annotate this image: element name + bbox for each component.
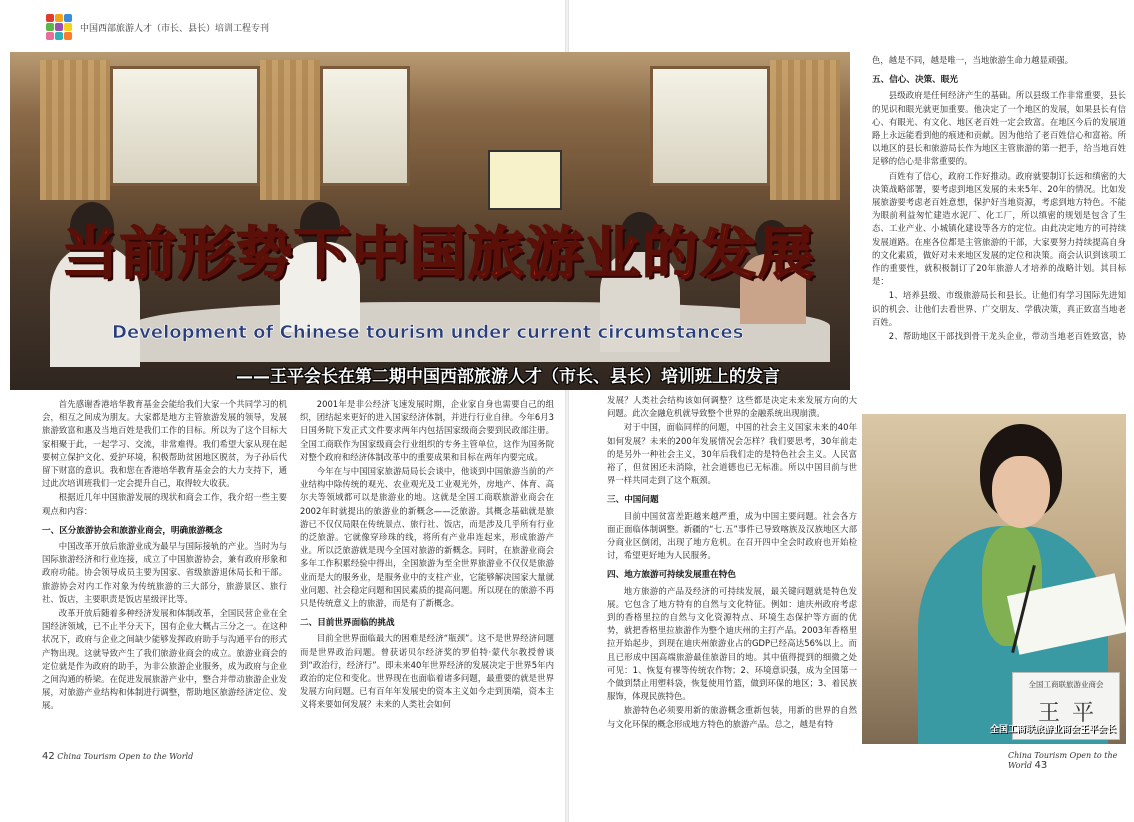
paragraph: 2、帮助地区干部找到骨干龙头企业，带动当地老百姓致富，协 (888, 331, 1126, 342)
article-subtitle: ——王平会长在第二期中国西部旅游人才（市长、县长）培训班上的发言 (236, 367, 780, 387)
logo-square (55, 23, 63, 31)
paragraph: 今年在与中国国家旅游局局长会谈中，他谈到中国旅游当前的产业结构中除传统的观光、农业观光及工业观光外，房地产、体育、高尔夫等领域都可以是旅游业的地。这就是全国工商联旅游业商会在2002年时就提出的旅游业的新概念——泛旅游。其概念基础就是旅游已不仅仅局限在传统景点、旅行社、饭店，而是涉及几乎所有行业的泛旅游。它就像穿珍珠的线，将所有产业串连起来，形成旅游产业。所以泛旅游就是现今全国对旅游的新概念。同时，在旅游业商会多年工作积累经验中得出，全国旅游为至全世界旅游业不仅仅是旅游业而是大的服务业，是服务业中的支柱产业，它能够解决国家大量就业问题、社会稳定问题和国民素质的提高问题。所以现在的旅游不再只是传统意义上的旅游，而是有了新概念。 (300, 466, 554, 609)
paragraph: 中国改革开放后旅游业成为最早与国际接轨的产业。当时为与国际旅游经济和行业连接，成立了中国旅游协会，兼有政府形象和政府功能。协会领导成员主要为国家、省级旅游退休局长和干部。旅游协会对内工作对象为传统旅游的三大部分，旅游景区、旅行社、饭店，主要职责是饭店星级评比等。 (42, 541, 287, 604)
logo-square (46, 14, 54, 22)
curtain (770, 60, 840, 200)
projection-screen (488, 150, 562, 210)
logo-square (55, 14, 63, 22)
paragraph: 旅游特色必须要用新的旅游概念重新包装，用新的世界的自然与文化环保的概念形成地方特色的旅游产品。总之，越是有特 (607, 705, 857, 729)
paragraph: 色，越是不同，越是唯一，当地旅游生命力越显顽强。 (872, 55, 1073, 65)
paragraph: 目前全世界面临最大的困难是经济“瓶颈”。这不是世界经济问题而是世界政治问题。曾获诺贝尔经济奖的罗伯特·蒙代尔教授曾谈到“政治行，经济行”。即未来40年世界经济的发展决定于世界5年内政治的定位和变化。世界现在也面临着诸多问题，最重要的就是世界发展方向问题。已有百年年发展史的资本主义如今走到顶端，资本主义将来要如何发展？未来的人类社会如何 (300, 633, 554, 710)
text-column-1 (42, 398, 287, 744)
paragraph: 目前中国贫富差距越来越严重，成为中国主要问题。社会各方面正面临体制调整。新疆的“七.五”事件已导致喀族及汉族地区大部分商业区倒闭，出现了地方危机。在召开四中全会时政府也开始检讨，希望更好地为人民服务。 (607, 510, 857, 561)
page-number-left: 42 (42, 751, 55, 762)
paragraph: 县级政府是任何经济产生的基础。所以县级工作非常重要，县长的见识和眼光就更加重要。他决定了一个地区的发展，如果县长有信心、有眼光、有文化、地区老百姓一定会致富。在地区今后的发展道路上永远能看到他的痕迹和贡献。因为他给了老百姓信心和富裕。所以地区的县长和旅游局长作为地区主管旅游的第一把手，给当地百姓足够的信心是非常重要的。 (872, 90, 1126, 167)
paragraph: 对于中国，面临同样的问题，中国的社会主义国家未来的40年如何发展？未来的200年发展情况会怎样？我们要思考，30年前走的是另外一种社会主义，30年后我们走的是特色社会主义。人民富裕了，但贫困还未消除，社会道德也已无标准。所以中国目前与世界一样共同走到了这个瓶颈。 (607, 422, 857, 486)
section-heading: 一、区分旅游协会和旅游业商会，明确旅游概念 (42, 525, 223, 536)
speaker-face (992, 456, 1050, 528)
section-heading: 三、中国问题 (607, 495, 659, 506)
article-title: 当前形势下中国旅游业的发展 (62, 222, 816, 287)
curtain (260, 60, 320, 200)
paragraph: 改革开放后随着多种经济发展和体制改革，全国民营企业在全国经济领域，已不止半分天下，国有企业大概占三分之一。在这种状况下，政府与企业之间缺少能够发挥政府助手与沟通平台的形式产物出现。这就导致产生了我们旅游业商会的成立。旅游业商会的定位就是作为政府的助手，为非公旅游企业服务，成为政府与企业之间沟通的桥梁。在促进发展旅游产业中，整合并带动旅游企业发展，对旅游产业结构和体制进行调整，帮助地区旅游经济定位、发展。 (42, 608, 287, 711)
section-heading: 四、地方旅游可持续发展重在特色 (607, 570, 736, 581)
paragraph: 首先感谢香港培华教育基金会能给我们大家一个共同学习的机会，相互之间成为朋友。大家都是地方主管旅游发展的领导，发展旅游致富和惠及当地百姓是我们工作的目标。所以为了这个目标大家相聚于此，一起学习、交流，非常难得。我们希望大家从现在起要树立保护文化、爱护环境，积极帮助贫困地区脱贫，为子孙后代留下财富的意识。我和您在香港培华教育基金会的大力支持下，通过此次培训班我们一定会提升自己，取得较大收获。 (42, 399, 287, 489)
logo-square (64, 32, 72, 40)
article-title-english: Development of Chinese tourism under current circumstances (112, 322, 744, 343)
logo-square (46, 23, 54, 31)
paragraph: 1、培养县级、市级旅游局长和县长。让他们有学习国际先进知识的机会、让他们去看世界、广交朋友、学俄决策，真正致富当地老百姓。 (872, 290, 1126, 327)
nameplate-name: 王平 (1037, 701, 1106, 726)
paragraph: 地方旅游的产品及经济的可持续发展，最关键问题就是特色发展。它包含了地方特有的自然与文化特征。例如：迪庆州政府考虑到的香格里拉的自然与文化资源特点、环境生态保护等方面的优势，就把香格里拉旅游作为整个迪庆州的主打产品。2003年香格里拉开始起步，到现在迪庆州旅游业占的GDP已经高达56%以上。而且已形成中国高端旅游最佳旅游目的地。其中值得提到的细微之处可见：1、恢复有裸等传统农作物；2、环境意识强，成为全国第一个做到禁止用塑料袋，恢复使用竹篮，做到环保的地区；3、着民族服饰，体现民族特色。 (607, 585, 857, 702)
folio-left-text: China Tourism Open to the World (57, 752, 194, 761)
section-heading: 二、目前世界面临的挑战 (300, 618, 395, 629)
logo-square (46, 32, 54, 40)
page-number-right: 43 (1034, 760, 1048, 771)
folio-left (42, 751, 193, 762)
running-head-text: 中国西部旅游人才（市长、县长）培训工程专刊 (80, 23, 270, 34)
portrait-caption: 全国工商联旅游业商会王平会长 (989, 725, 1116, 735)
logo-square (64, 23, 72, 31)
folio-right (1008, 751, 1134, 771)
folio-right-text: China Tourism Open to the World (1008, 751, 1118, 770)
section-heading: 五、信心、决策、眼光 (872, 75, 958, 86)
speaker-portrait-photo (862, 414, 1126, 744)
window (320, 66, 410, 186)
magazine-logo-icon (46, 14, 72, 40)
running-head (46, 14, 269, 40)
window (110, 66, 260, 186)
logo-square (55, 32, 63, 40)
logo-square (64, 14, 72, 22)
paragraph: 根据近几年中国旅游发展的现状和商会工作，我介绍一些主要观点和内容： (42, 492, 287, 516)
paragraph: 发展？人类社会结构该如何调整？这些都是决定未来发展方向的大问题。此次金融危机就导致整个世界的金融系统出现崩溃。 (607, 395, 857, 419)
nameplate-org: 全国工商联旅游业商会 (1028, 680, 1104, 689)
text-column-2 (300, 398, 554, 744)
text-column-4 (872, 54, 1126, 344)
window (650, 66, 770, 186)
paragraph: 2001年是非公经济飞速发展时期，企业家自身也需要自己的组织，团结起来更好的进入国家经济体制，并进行行业自律。今年6月3日国务院下发正式文件要求两年内包括国家级商会要到民政部注册。全国工商联作为国家级商会行业组织的专务主管单位，这作为国务院对整个政府和经济体制改革中的重要成果和目标在两年内要完成。 (300, 399, 554, 462)
paragraph: 百姓有了信心，政府工作好推动。政府就要制订长远和缜密的大决策战略部署，要考虑到地区发展的未来5年、20年的情况。比如发展旅游要考虑老百姓意想，保护好当地资源，考虑到地方特色。不能为眼前利益匆忙建造水泥厂、化工厂，所以缜密的规划是包含了生态、工业产业、小城镇化建设等各方的定位。由此决定地方的可持续发展道路。在座各位都是主管旅游的干部，大家要努力持续提高自身的文化素质，做好对未来地区发展的定位和决策。商会认识到该项工作的重要性，就积极制订了20年旅游人才培养的战略计划。其目标是： (872, 170, 1126, 287)
banner-photo (10, 52, 850, 390)
curtain (40, 60, 110, 200)
text-column-3 (607, 394, 857, 744)
